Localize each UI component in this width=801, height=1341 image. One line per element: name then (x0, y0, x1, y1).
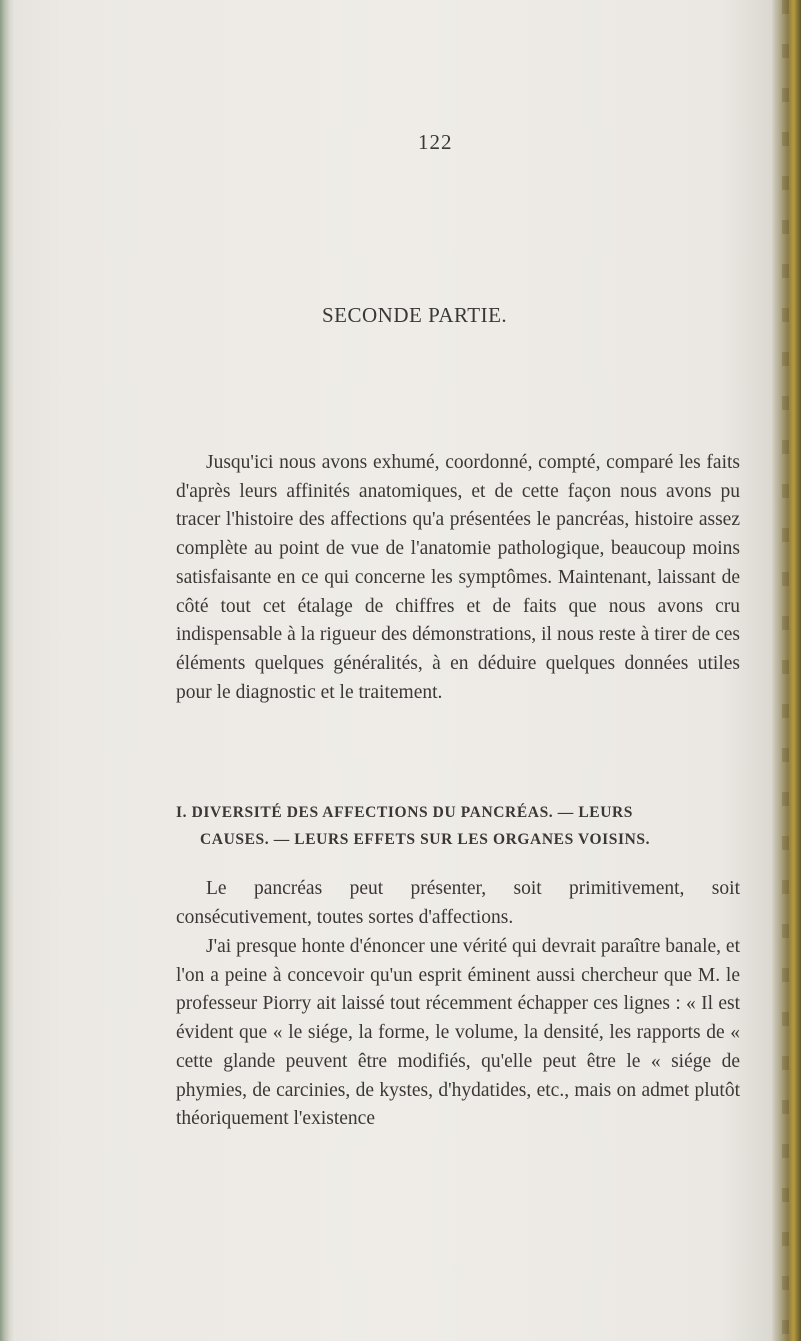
section-title-line-2: CAUSES. — LEURS EFFETS SUR LES ORGANES VOISINS. (200, 831, 651, 848)
intro-paragraph: Jusqu'ici nous avons exhumé, coordonné, compté, comparé les faits d'après leurs affinités anatomiques, et de cette façon nous avons pu tracer l'histoire des affections qu'a présentées le pancréas, histoire assez complète au point de vue de l'anatomie pathologique, beaucoup moins satisfaisante en ce qui concerne les symptômes. Maintenant, laissant de côté tout cet étalage de chiffres et de faits que nous avons cru indispensable à la rigueur des démonstrations, il nous reste à tirer de ces éléments quelques généralités, à en déduire quelques données utiles pour le diagnostic et le traitement. (176, 452, 740, 703)
part-heading: SECONDE PARTIE. (322, 303, 508, 327)
paragraph-3: J'ai presque honte d'énoncer une vérité qui devrait paraître banale, et l'on a peine à concevoir qu'un esprit éminent aussi chercheur que M. le professeur Piorry ait laissé tout récemment échapper ces lignes : « Il est évident que « le siége, la forme, le volume, la densité, les rapports de « cette glande peuvent être modifiés, qu'elle peut être le « siége de phymies, de carcinies, de kystes, d'hydatides, etc., mais on admet plutôt théoriquement l'existence (176, 936, 740, 1130)
page-left-edge (0, 0, 14, 1341)
book-binding-edge (772, 0, 801, 1341)
page-number: 122 (418, 130, 453, 154)
paragraph-2: Le pancréas peut présenter, soit primitivement, soit consécutivement, toutes sortes d'affections. (176, 878, 740, 928)
section-title-line-1: I. DIVERSITÉ DES AFFECTIONS DU PANCRÉAS. — LEURS (176, 804, 634, 821)
section-title (176, 799, 736, 853)
